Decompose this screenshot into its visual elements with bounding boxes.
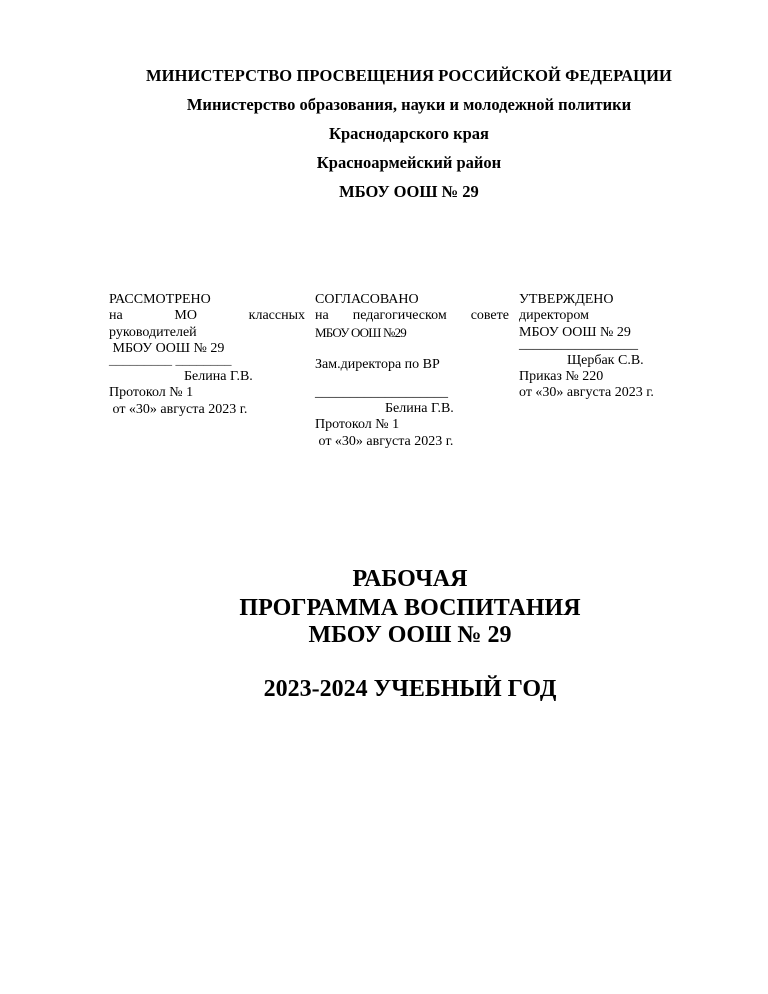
reviewed-signature-line: _________ ________ (109, 353, 232, 369)
academic-year: 2023-2024 УЧЕБНЫЙ ГОД (263, 676, 557, 702)
district-heading: Красноармейский район (316, 153, 502, 172)
reviewed-date: от «30» августа 2023 г. (109, 401, 248, 417)
document-title-line3: МБОУ ООШ № 29 (308, 622, 512, 648)
agreed-signer-name: Белина Г.В. (385, 401, 454, 417)
document-title-line1: РАБОЧАЯ (352, 566, 468, 592)
agreed-date: от «30» августа 2023 г. (315, 433, 454, 449)
approved-block (519, 292, 689, 402)
approved-heading: УТВЕРЖДЕНО (519, 292, 614, 307)
regional-ministry-heading: Министерство образования, науки и молодежной политики (186, 95, 632, 114)
approved-org: МБОУ ООШ № 29 (519, 324, 631, 340)
reviewed-org: МБОУ ООШ № 29 (109, 340, 225, 356)
reviewed-word: на (109, 308, 123, 324)
reviewed-heading: РАССМОТРЕНО (109, 292, 211, 307)
region-heading: Краснодарского края (329, 124, 489, 143)
agreed-position: Зам.директора по ВР (315, 356, 440, 372)
agreed-signature-line: ___________________ (315, 385, 448, 401)
reviewed-word: классных (248, 308, 305, 324)
approved-order: Приказ № 220 (519, 369, 604, 385)
approved-signer-name: Щербак С.В. (567, 352, 644, 368)
approved-signature-line: _________________ (519, 336, 638, 352)
school-heading: МБОУ ООШ № 29 (339, 182, 479, 201)
agreed-word: педагогическом (352, 308, 447, 324)
approved-body-line1: директором (519, 308, 589, 324)
reviewed-word: МО (174, 308, 197, 324)
reviewed-block (109, 292, 305, 418)
approved-date: от «30» августа 2023 г. (519, 385, 654, 401)
reviewed-body-line2: руководителей (109, 324, 197, 340)
agreed-org: МБОУ ООШ №29 (315, 324, 406, 340)
reviewed-signer-name: Белина Г.В. (184, 369, 253, 385)
document-title-line2: ПРОГРАММА ВОСПИТАНИЯ (239, 595, 581, 621)
reviewed-body-line1 (109, 308, 305, 324)
agreed-heading: СОГЛАСОВАНО (315, 292, 419, 307)
agreed-word: на (315, 308, 329, 324)
reviewed-protocol: Протокол № 1 (109, 385, 194, 401)
agreed-word: совете (470, 308, 509, 324)
agreed-body-line1 (315, 308, 509, 324)
ministry-heading: МИНИСТЕРСТВО ПРОСВЕЩЕНИЯ РОССИЙСКОЙ ФЕДЕРАЦИИ (146, 66, 672, 85)
agreed-protocol: Протокол № 1 (315, 417, 400, 433)
agreed-block (315, 292, 509, 450)
